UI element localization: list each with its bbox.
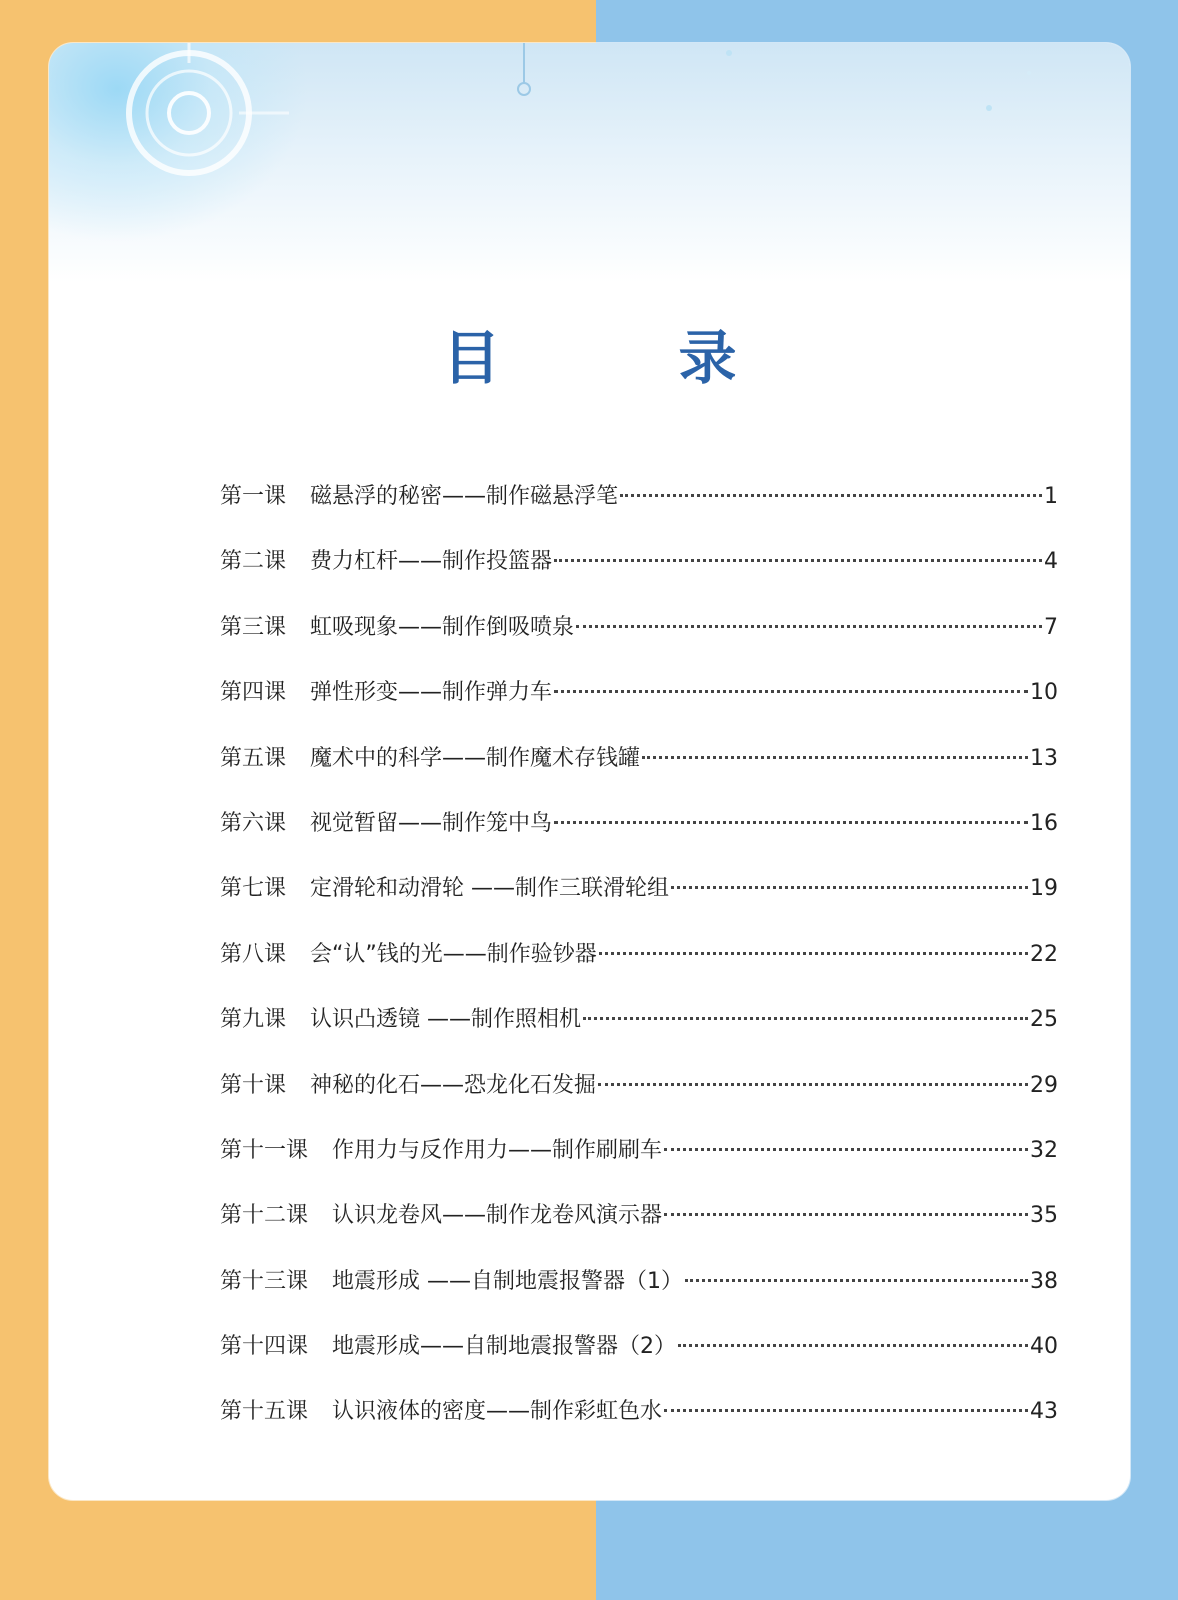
- lesson-title: 定滑轮和动滑轮 ——制作三联滑轮组: [310, 876, 670, 902]
- lesson-number: 第二课: [220, 549, 287, 575]
- page-number: 1: [1044, 484, 1058, 509]
- leader-dots: [664, 1213, 1028, 1216]
- leader-dots: [685, 1279, 1028, 1282]
- page-number: 29: [1030, 1072, 1058, 1098]
- page-number: 4: [1044, 549, 1058, 575]
- lesson-title: 费力杠杆——制作投篮器: [310, 549, 553, 575]
- table-of-contents: [220, 477, 1058, 1458]
- lesson-number: 第十四课: [220, 1334, 309, 1360]
- lesson-title: 会“认”钱的光——制作验钞器: [310, 941, 597, 967]
- lesson-number: 第八课: [220, 941, 287, 967]
- lesson-title: 神秘的化石——恐龙化石发掘: [310, 1072, 597, 1098]
- lesson-number: 第十三课: [220, 1268, 309, 1294]
- lesson-number: 第十一课: [220, 1137, 309, 1163]
- leader-dots: [620, 494, 1042, 497]
- lesson-number: 第六课: [220, 810, 287, 836]
- lesson-number: 第四课: [220, 680, 287, 706]
- lesson-title: 作用力与反作用力——制作刷刷车: [332, 1137, 663, 1163]
- leader-dots: [598, 1083, 1028, 1086]
- leader-dots: [678, 1344, 1028, 1347]
- lesson-title: 地震形成——自制地震报警器（2）: [332, 1334, 677, 1360]
- toc-entry[interactable]: [220, 1327, 1058, 1392]
- page-number: 16: [1030, 810, 1058, 836]
- page-number: 25: [1030, 1007, 1058, 1033]
- toc-entry[interactable]: [220, 477, 1058, 542]
- toc-entry[interactable]: [220, 1066, 1058, 1131]
- leader-dots: [642, 756, 1028, 759]
- lesson-number: 第十课: [220, 1072, 287, 1098]
- toc-entry[interactable]: [220, 1262, 1058, 1327]
- lesson-title: 地震形成 ——自制地震报警器（1）: [332, 1268, 684, 1294]
- leader-dots: [664, 1409, 1028, 1412]
- leader-dots: [554, 690, 1028, 693]
- tech-lines-icon: [429, 43, 1129, 193]
- background-right: [596, 1500, 1178, 1600]
- lesson-number: 第一课: [220, 484, 287, 509]
- leader-dots: [554, 821, 1028, 824]
- leader-dots: [554, 559, 1042, 562]
- toc-entry[interactable]: [220, 673, 1058, 738]
- toc-entry[interactable]: [220, 1392, 1058, 1457]
- lesson-title: 认识液体的密度——制作彩虹色水: [332, 1399, 663, 1425]
- tech-circle-icon: [89, 43, 289, 223]
- lesson-number: 第三课: [220, 614, 287, 640]
- toc-entry[interactable]: [220, 1000, 1058, 1065]
- toc-entry[interactable]: [220, 804, 1058, 869]
- lesson-number: 第五课: [220, 745, 287, 771]
- lesson-number: 第九课: [220, 1007, 287, 1033]
- background-left: [0, 1500, 596, 1600]
- page-number: 43: [1030, 1399, 1058, 1425]
- lesson-title: 弹性形变——制作弹力车: [310, 680, 553, 706]
- page-number: 38: [1030, 1268, 1058, 1294]
- lesson-number: 第十五课: [220, 1399, 309, 1425]
- lesson-title: 认识龙卷风——制作龙卷风演示器: [332, 1203, 663, 1229]
- leader-dots: [664, 1148, 1028, 1151]
- page-number: 10: [1030, 680, 1058, 706]
- page-number: 19: [1030, 876, 1058, 902]
- page-number: 32: [1030, 1137, 1058, 1163]
- page-number: 22: [1030, 941, 1058, 967]
- toc-entry[interactable]: [220, 608, 1058, 673]
- toc-entry[interactable]: [220, 935, 1058, 1000]
- page-number: 35: [1030, 1203, 1058, 1229]
- leader-dots: [671, 886, 1028, 889]
- leader-dots: [599, 952, 1028, 955]
- lesson-title: 磁悬浮的秘密——制作磁悬浮笔: [310, 484, 619, 509]
- lesson-title: 虹吸现象——制作倒吸喷泉: [310, 614, 575, 640]
- page-title: 目 录: [442, 324, 797, 392]
- toc-card: [49, 43, 1130, 1500]
- lesson-number: 第七课: [220, 876, 287, 902]
- page-number: 40: [1030, 1334, 1058, 1360]
- lesson-title: 视觉暂留——制作笼中鸟: [310, 810, 553, 836]
- lesson-title: 认识凸透镜 ——制作照相机: [310, 1007, 582, 1033]
- toc-entry[interactable]: [220, 869, 1058, 934]
- toc-entry[interactable]: [220, 739, 1058, 804]
- toc-entry[interactable]: [220, 542, 1058, 607]
- leader-dots: [576, 625, 1042, 628]
- lesson-title: 魔术中的科学——制作魔术存钱罐: [310, 745, 641, 771]
- toc-entry[interactable]: [220, 1131, 1058, 1196]
- leader-dots: [583, 1017, 1028, 1020]
- toc-entry[interactable]: [220, 1196, 1058, 1261]
- page-number: 7: [1044, 614, 1058, 640]
- page-number: 13: [1030, 745, 1058, 771]
- lesson-number: 第十二课: [220, 1203, 309, 1229]
- tech-header-decoration: [49, 43, 1130, 283]
